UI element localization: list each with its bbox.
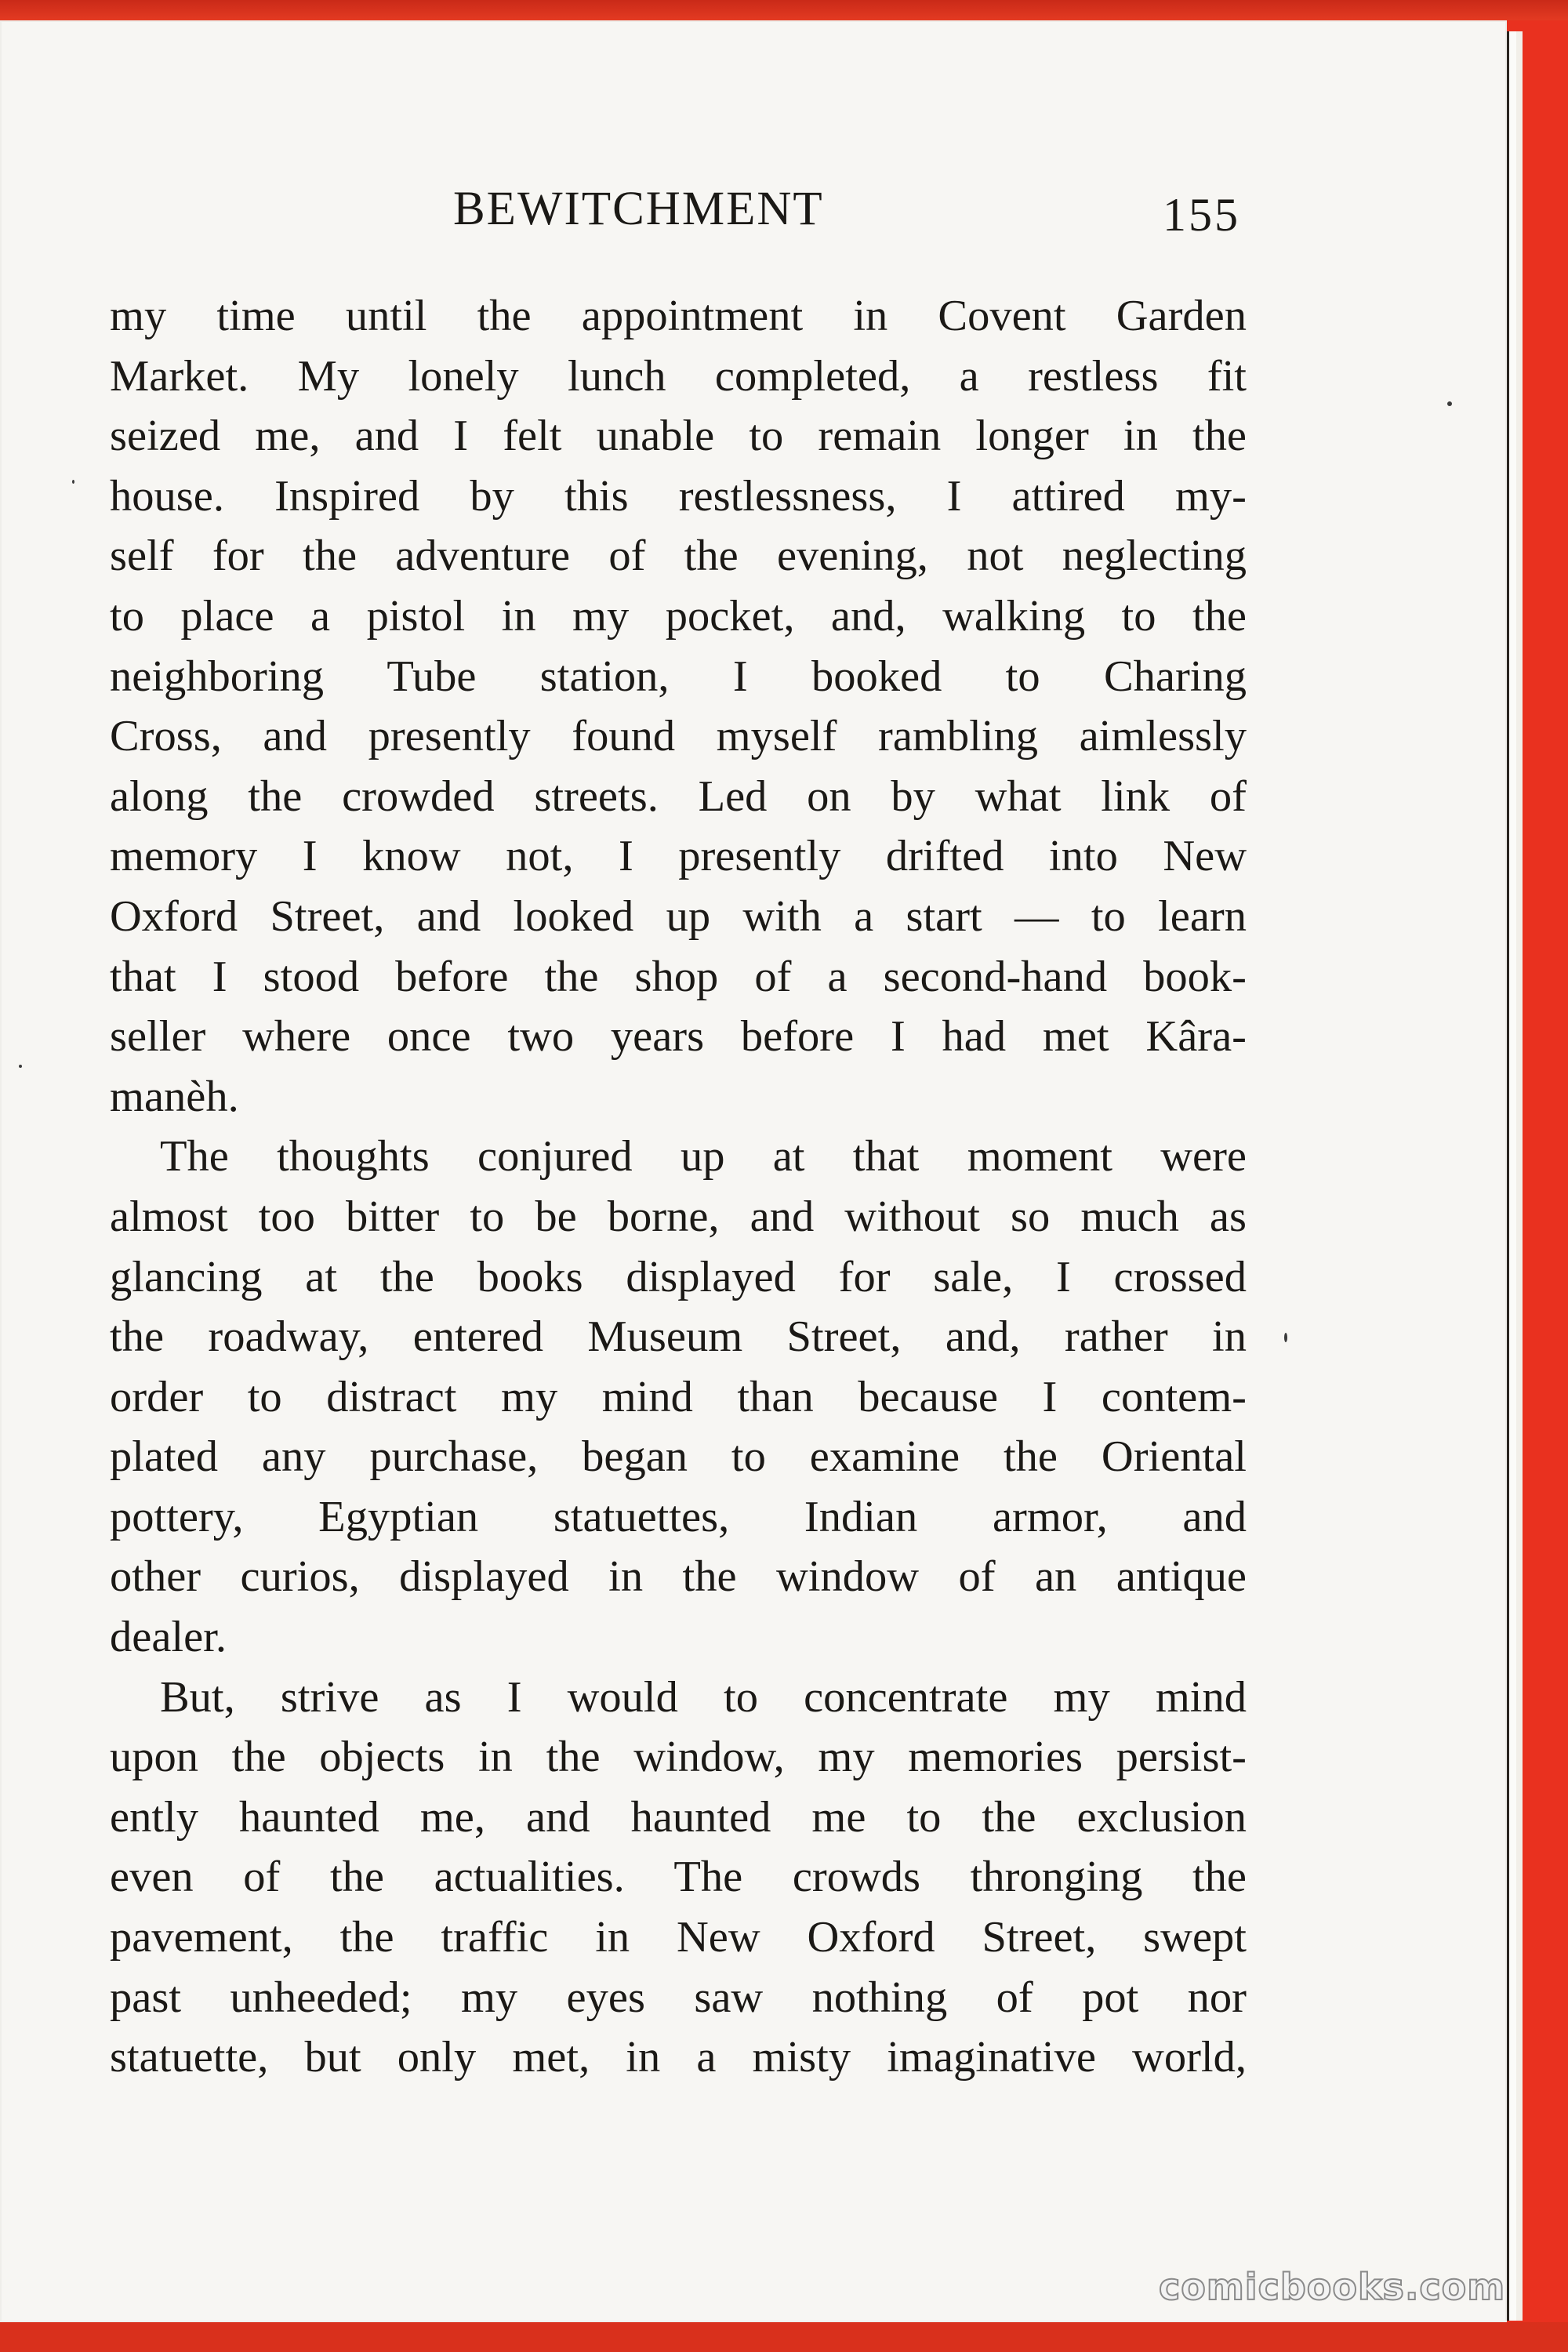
- text-line: seller where once two years before I had met Kâra-: [110, 1012, 1247, 1062]
- text-line: upon the objects in the window, my memories persist-: [110, 1733, 1247, 1782]
- text-line: Market. My lonely lunch completed, a restless fit: [110, 351, 1247, 401]
- text-line: ently haunted me, and haunted me to the exclusion: [110, 1792, 1247, 1842]
- text-line: to place a pistol in my pocket, and, walking to the: [110, 591, 1247, 641]
- page-edge: [1507, 31, 1516, 2321]
- text-line: The thoughts conjured up at that moment were: [160, 1132, 1247, 1181]
- text-line: But, strive as I would to concentrate my mind: [160, 1672, 1247, 1722]
- text-line: dealer.: [110, 1613, 227, 1662]
- scan-speck: [1447, 401, 1452, 406]
- text-line: Oxford Street, and looked up with a start — to learn: [110, 891, 1247, 941]
- text-line: plated any purchase, began to examine the Oriental: [110, 1432, 1247, 1482]
- scan-speck: [1284, 1333, 1287, 1342]
- text-line: seized me, and I felt unable to remain longer in the: [110, 412, 1247, 461]
- page-number: 155: [1163, 189, 1240, 241]
- text-line: other curios, displayed in the window of an antique: [110, 1552, 1247, 1602]
- text-line: glancing at the books displayed for sale, I crossed: [110, 1252, 1247, 1301]
- book-cover-edge-bottom: [0, 2322, 1568, 2352]
- text-line: memory I know not, I presently drifted into New: [110, 832, 1247, 881]
- book-cover-edge-top: [0, 0, 1568, 20]
- text-line: neighboring Tube station, I booked to Charing: [110, 652, 1247, 701]
- text-line: almost too bitter to be borne, and without so much as: [110, 1192, 1247, 1241]
- running-head: BEWITCHMENT: [453, 183, 824, 235]
- text-line: Cross, and presently found myself rambling aimlessly: [110, 712, 1247, 761]
- text-line: pottery, Egyptian statuettes, Indian armor, and: [110, 1492, 1247, 1541]
- text-line: my time until the appointment in Covent Garden: [110, 292, 1247, 340]
- text-line: order to distract my mind than because I contem-: [110, 1372, 1247, 1421]
- text-line: house. Inspired by this restlessness, I attired my-: [110, 471, 1247, 521]
- text-line: pavement, the traffic in New Oxford Street, swept: [110, 1913, 1247, 1962]
- text-line: that I stood before the shop of a second-hand book-: [110, 952, 1247, 1001]
- text-line: statuette, but only met, in a misty imaginative world,: [110, 2033, 1247, 2082]
- text-line: the roadway, entered Museum Street, and, rather in: [110, 1312, 1247, 1362]
- page-edge-inner: [1516, 31, 1523, 2321]
- text-line: along the crowded streets. Led on by what link of: [110, 771, 1247, 821]
- watermark: comicbooks.com: [1159, 2266, 1506, 2308]
- body-text: [110, 286, 1247, 2088]
- text-line: self for the adventure of the evening, not neglecting: [110, 532, 1247, 581]
- text-line: manèh.: [110, 1072, 239, 1121]
- scan-speck: [72, 480, 74, 484]
- text-line: past unheeded; my eyes saw nothing of pot nor: [110, 1973, 1247, 2022]
- text-line: even of the actualities. The crowds thronging the: [110, 1853, 1247, 1902]
- scan-speck: [19, 1065, 22, 1068]
